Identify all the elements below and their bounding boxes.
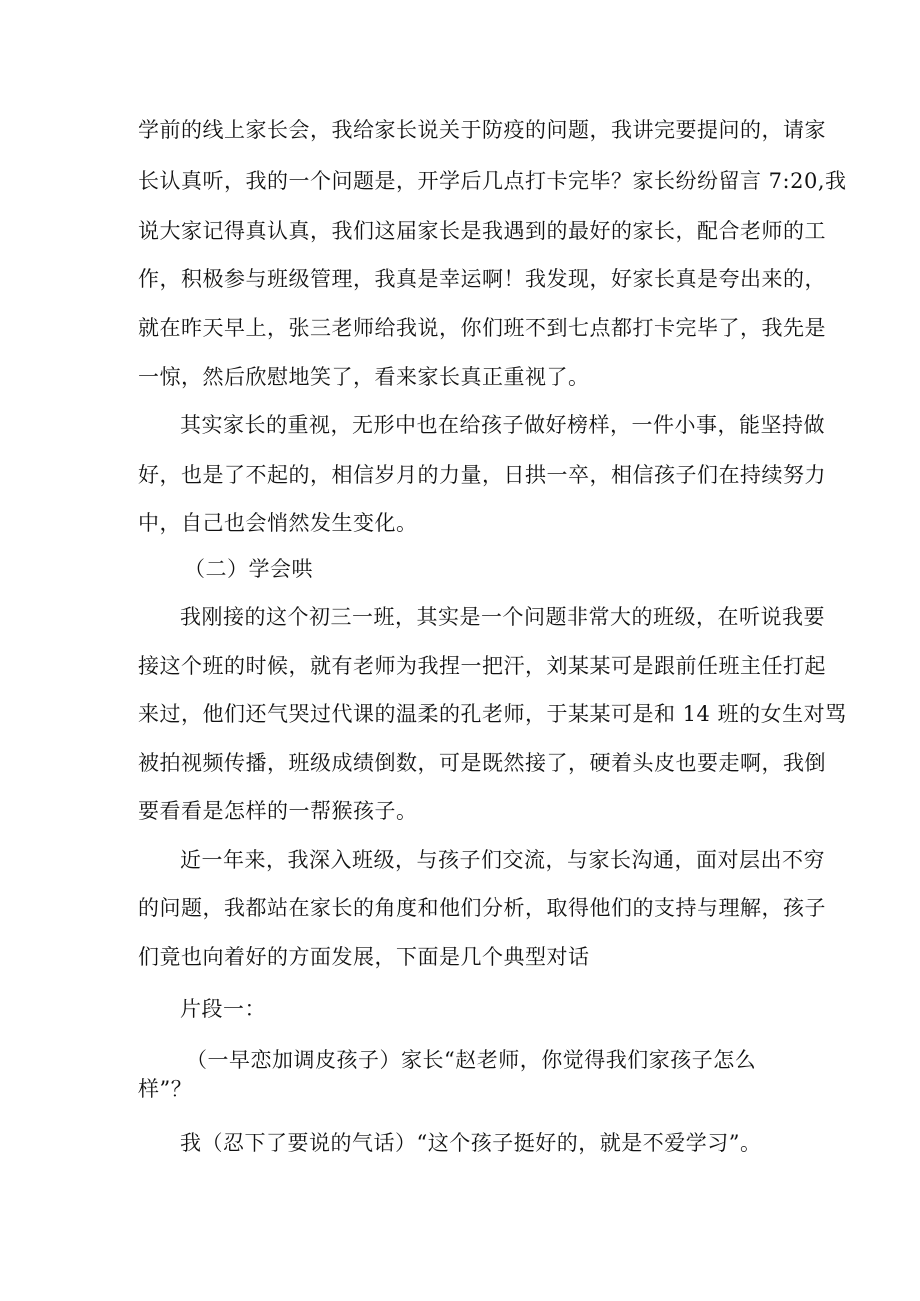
paragraph-2-line-3: 中，自己也会悄然发生变化。 [138,511,418,535]
fragment-label: 片段一： [180,997,266,1021]
dialog-1-line-1: （一早恋加调皮孩子）家长“赵老师，你觉得我们家孩子怎么 [186,1048,757,1072]
dialog-1-line-2: 样”？ [138,1077,193,1101]
paragraph-3-line-4: 被拍视频传播，班级成绩倒数，可是既然接了，硬着头皮也要走啊，我倒 [138,751,826,775]
paragraph-3-line-5: 要看看是怎样的一帮猴孩子。 [138,799,418,823]
section-heading: （二）学会哄 [184,557,313,581]
paragraph-1-line-5: 就在昨天早上，张三老师给我说，你们班不到七点都打卡完毕了，我先是 [138,316,826,340]
paragraph-1-line-1: 学前的线上家长会，我给家长说关于防疫的问题，我讲完要提问的，请家 [138,118,826,142]
paragraph-4-line-3: 们竟也向着好的方面发展，下面是几个典型对话 [138,945,590,969]
paragraph-1-line-6: 一惊，然后欣慰地笑了，看来家长真正重视了。 [138,365,590,389]
paragraph-1-line-2: 长认真听，我的一个问题是，开学后几点打卡完毕？家长纷纷留言 7:20,我 [138,169,847,193]
paragraph-2-line-1: 其实家长的重视，无形中也在给孩子做好榜样，一件小事，能坚持做 [180,413,825,437]
dialog-2-line-1: 我（忍下了要说的气话）“这个孩子挺好的，就是不爱学习”。 [180,1131,762,1155]
paragraph-3-line-2: 接这个班的时候，就有老师为我捏一把汗，刘某某可是跟前任班主任打起 [138,654,826,678]
paragraph-3-line-1: 我刚接的这个初三一班，其实是一个问题非常大的班级，在听说我要 [180,605,825,629]
paragraph-3-line-3: 来过，他们还气哭过代课的温柔的孔老师，于某某可是和 14 班的女生对骂 [138,702,847,726]
paragraph-1-line-4: 作，积极参与班级管理，我真是幸运啊！我发现，好家长真是夸出来的， [138,267,826,291]
paragraph-1-line-3: 说大家记得真认真，我们这届家长是我遇到的最好的家长，配合老师的工 [138,219,826,243]
paragraph-2-line-2: 好，也是了不起的，相信岁月的力量，日拱一卒，相信孩子们在持续努力 [138,463,826,487]
paragraph-4-line-2: 的问题，我都站在家长的角度和他们分析，取得他们的支持与理解，孩子 [138,896,826,920]
paragraph-4-line-1: 近一年来，我深入班级，与孩子们交流，与家长沟通，面对层出不穷 [180,848,825,872]
